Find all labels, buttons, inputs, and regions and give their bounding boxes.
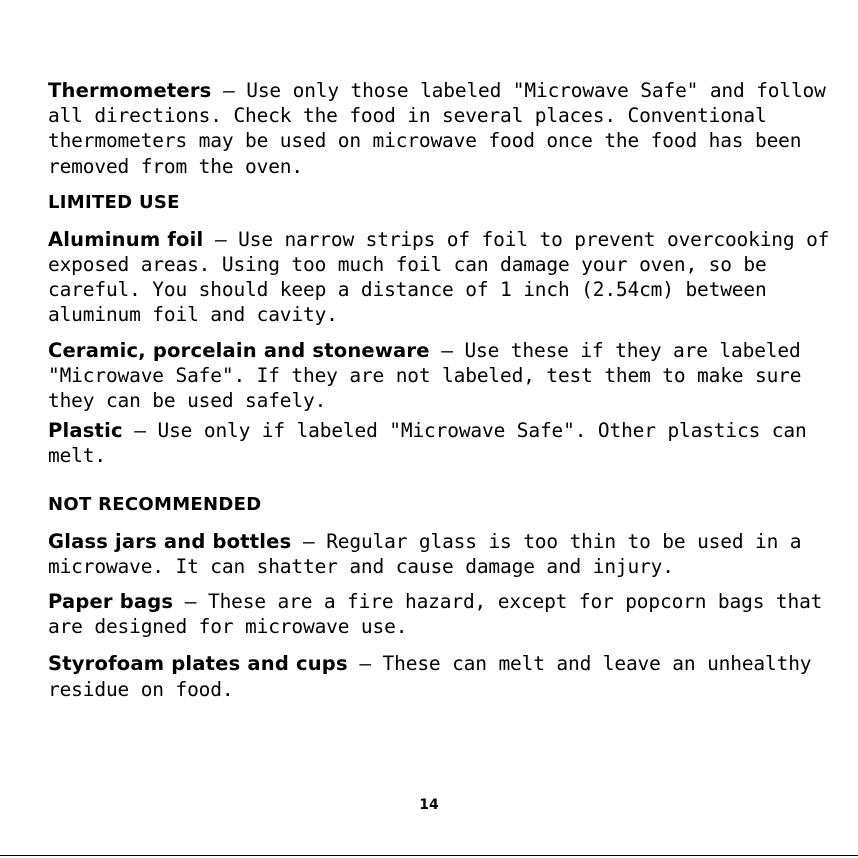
ceramic-text: – Use these if they are labeled "Microwave Safe". If they are not labeled, test them to make sure they can be used safely. — [48, 338, 813, 413]
glass-entry — [48, 529, 838, 579]
plastic-term: Plastic — [48, 419, 123, 443]
aluminum-foil-entry — [48, 227, 841, 328]
thermometers-entry — [48, 78, 838, 179]
paper-bags-text: – These are a fire hazard, except for popcorn bags that are designed for microwave use. — [48, 590, 834, 639]
ceramic-term: Ceramic, porcelain and stoneware — [48, 338, 430, 362]
thermometers-text: — Use only those labeled "Microwave Safe" and follow all directions. Check the food in several places. Conventional thermometers may be used on microwave food once the food has been removed from the oven. — [48, 79, 838, 178]
glass-term: Glass jars and bottles — [48, 529, 292, 553]
paper-bags-entry — [48, 589, 838, 639]
ceramic-entry — [48, 338, 838, 414]
plastic-entry — [48, 418, 838, 468]
limited-use-heading: LIMITED USE — [48, 191, 180, 213]
aluminum-foil-term: Aluminum foil — [48, 227, 204, 251]
styrofoam-term: Styrofoam plates and cups — [48, 652, 348, 676]
aluminum-foil-text: – Use narrow strips of foil to prevent overcooking of exposed areas. Using too much foil can damage your oven, so be careful. You should keep a distance of 1 inch (2.54cm) between aluminum foil and cavity. — [48, 227, 841, 327]
not-recommended-heading: NOT RECOMMENDED — [48, 493, 262, 515]
glass-text: — Regular glass is too thin to be used in a microwave. It can shatter and cause damage and injury. — [48, 529, 813, 578]
bottom-divider — [0, 855, 858, 856]
paper-bags-term: Paper bags — [48, 590, 174, 614]
styrofoam-text: – These can melt and leave an unhealthy residue on food. — [48, 652, 823, 701]
styrofoam-entry — [48, 651, 838, 701]
thermometers-term: Thermometers — [48, 79, 212, 102]
page-number: 14 — [419, 797, 439, 813]
page-content — [48, 78, 841, 702]
plastic-text: — Use only if labeled "Microwave Safe". Other plastics can melt. — [48, 419, 819, 468]
